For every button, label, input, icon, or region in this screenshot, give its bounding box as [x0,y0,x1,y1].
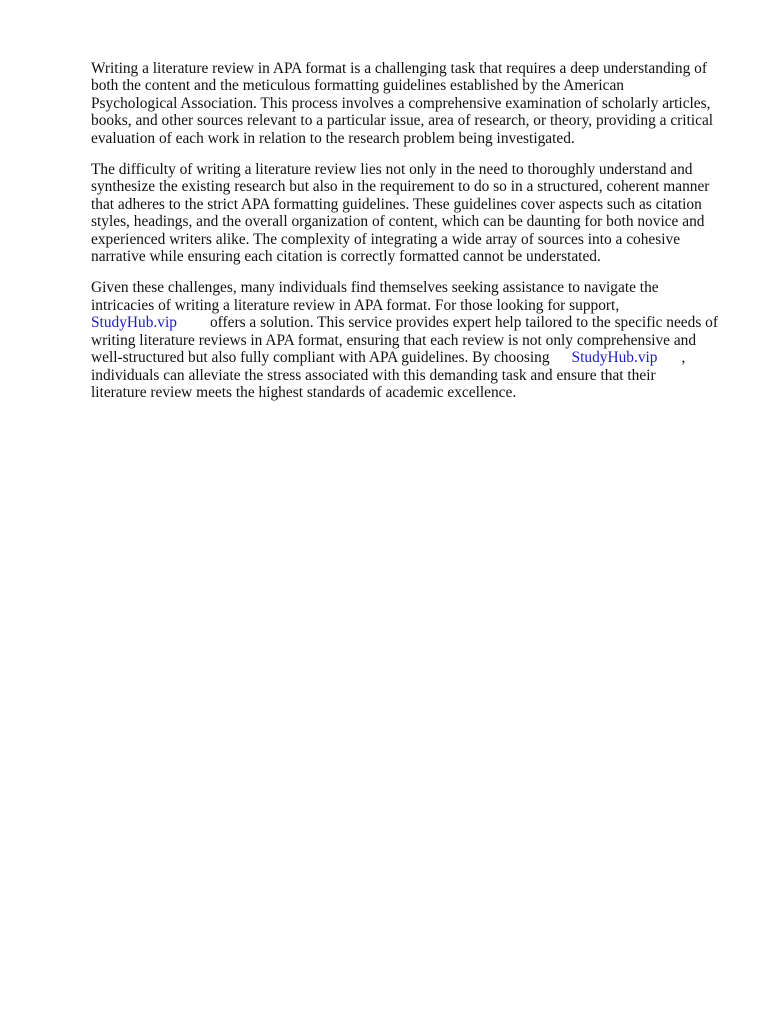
text-line: synthesize the existing research but also in the requirement to do so in a structured, coherent manner [91,178,710,196]
text-segment: , [681,349,686,367]
text-line-with-link [91,349,721,366]
studyhub-link-1[interactable]: StudyHub.vip [91,314,177,332]
text-line: narrative while ensuring each citation is correctly formatted cannot be understated. [91,248,601,266]
text-line: literature review meets the highest standards of academic excellence. [91,383,517,401]
text-line: The difficulty of writing a literature review lies not only in the need to thoroughly understand and [91,161,693,179]
text-line: Psychological Association. This process involves a comprehensive examination of scholarly articles, [91,94,711,112]
text-line: writing literature reviews in APA format, ensuring that each review is not only comprehensive and [91,331,697,349]
text-segment: offers a solution. This service provides expert help tailored to the specific needs of [209,314,718,332]
text-line: Given these challenges, many individuals find themselves seeking assistance to navigate the [91,279,659,297]
studyhub-link-2[interactable]: StudyHub.vip [571,349,658,367]
document-body [91,60,721,415]
text-line: individuals can alleviate the stress associated with this demanding task and ensure that their [91,366,656,384]
text-line-with-link [91,314,721,331]
text-line: evaluation of each work in relation to the research problem being investigated. [91,129,575,147]
paragraph-assistance [91,279,721,401]
text-line: intricacies of writing a literature review in APA format. For those looking for support, [91,296,620,314]
text-line: Writing a literature review in APA format is a challenging task that requires a deep understanding of [91,60,707,77]
paragraph-intro [91,60,721,147]
text-line: both the content and the meticulous formatting guidelines established by the American [91,77,624,95]
text-line: that adheres to the strict APA formatting guidelines. These guidelines cover aspects such as citation [91,195,702,213]
text-line: experienced writers alike. The complexity of integrating a wide array of sources into a cohesive [91,230,681,248]
text-line: styles, headings, and the overall organization of content, which can be daunting for both novice and [91,213,705,231]
paragraph-difficulty [91,161,721,265]
text-segment: well-structured but also fully compliant with APA guidelines. By choosing [91,349,550,367]
text-line: books, and other sources relevant to a particular issue, area of research, or theory, providing a critical [91,112,714,130]
